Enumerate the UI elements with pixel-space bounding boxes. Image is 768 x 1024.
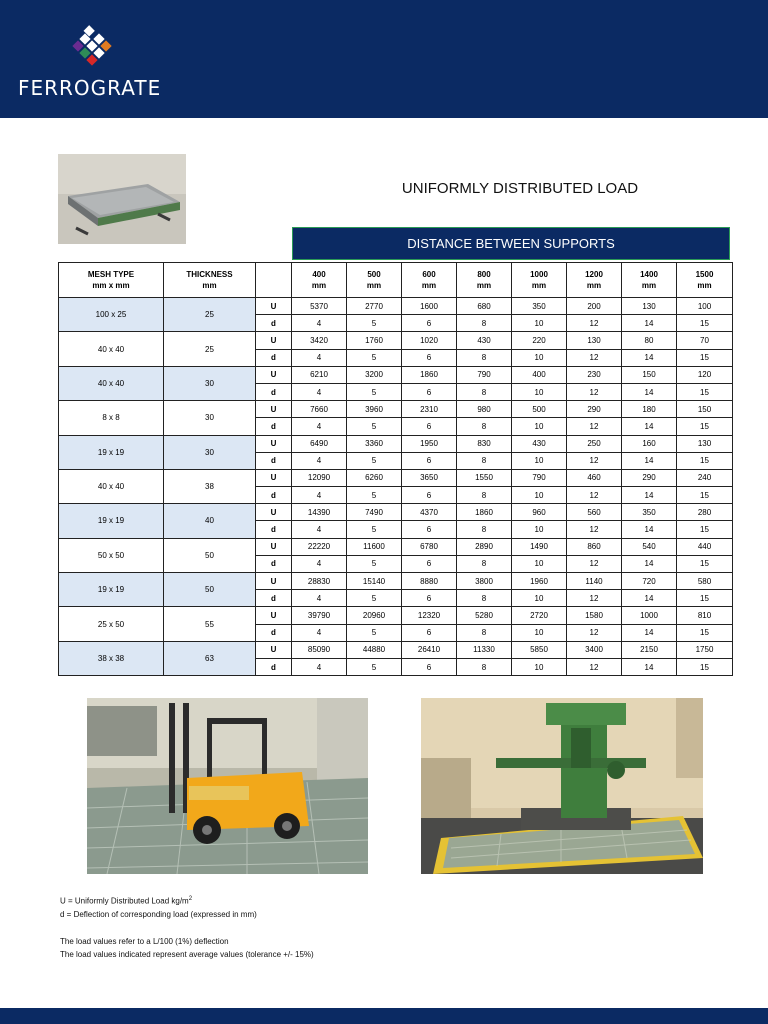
- notes-block: [60, 893, 314, 961]
- deflection-value-cell: 6: [402, 452, 457, 469]
- deflection-value-cell: 10: [512, 315, 567, 332]
- deflection-value-cell: 4: [292, 521, 347, 538]
- deflection-value-cell: 15: [677, 452, 733, 469]
- load-value-cell: 680: [457, 298, 512, 315]
- deflection-value-cell: 8: [457, 521, 512, 538]
- deflection-value-cell: 15: [677, 418, 733, 435]
- load-label-cell: U: [256, 469, 292, 486]
- load-value-cell: 12320: [402, 607, 457, 624]
- table-row: [59, 332, 733, 349]
- deflection-value-cell: 8: [457, 590, 512, 607]
- load-value-cell: 790: [512, 469, 567, 486]
- load-value-cell: 980: [457, 401, 512, 418]
- deflection-value-cell: 12: [567, 521, 622, 538]
- load-value-cell: 1140: [567, 573, 622, 590]
- deflection-value-cell: 12: [567, 624, 622, 641]
- load-table: [58, 262, 733, 676]
- forklift-on-grating-photo: [87, 698, 368, 874]
- deflection-value-cell: 14: [622, 383, 677, 400]
- deflection-value-cell: 8: [457, 452, 512, 469]
- load-value-cell: 1760: [347, 332, 402, 349]
- load-value-cell: 15140: [347, 573, 402, 590]
- deflection-label-cell: d: [256, 555, 292, 572]
- load-label-cell: U: [256, 504, 292, 521]
- deflection-value-cell: 5: [347, 383, 402, 400]
- deflection-value-cell: 5: [347, 452, 402, 469]
- load-value-cell: 2720: [512, 607, 567, 624]
- deflection-value-cell: 6: [402, 624, 457, 641]
- load-value-cell: 85090: [292, 641, 347, 658]
- load-value-cell: 3800: [457, 573, 512, 590]
- deflection-value-cell: 12: [567, 418, 622, 435]
- tolerance-note: The load values indicated represent average values (tolerance +/- 15%): [60, 949, 314, 959]
- load-value-cell: 8880: [402, 573, 457, 590]
- table-row: [59, 504, 733, 521]
- load-label-cell: U: [256, 435, 292, 452]
- mesh-type-cell: 19 x 19: [59, 435, 164, 469]
- deflection-value-cell: 15: [677, 658, 733, 675]
- thickness-cell: 50: [164, 538, 256, 572]
- mesh-type-cell: 50 x 50: [59, 538, 164, 572]
- load-value-cell: 790: [457, 366, 512, 383]
- load-value-cell: 28830: [292, 573, 347, 590]
- deflection-label-cell: d: [256, 349, 292, 366]
- deflection-value-cell: 12: [567, 349, 622, 366]
- load-value-cell: 3650: [402, 469, 457, 486]
- ferrograte-logo-icon: [62, 24, 122, 72]
- deflection-value-cell: 14: [622, 418, 677, 435]
- deflection-value-cell: 5: [347, 555, 402, 572]
- deflection-value-cell: 14: [622, 624, 677, 641]
- deflection-value-cell: 15: [677, 555, 733, 572]
- mesh-type-cell: 8 x 8: [59, 401, 164, 435]
- deflection-value-cell: 8: [457, 555, 512, 572]
- deflection-value-cell: 10: [512, 555, 567, 572]
- deflection-value-cell: 4: [292, 487, 347, 504]
- table-row: [59, 298, 733, 315]
- load-value-cell: 6260: [347, 469, 402, 486]
- load-value-cell: 11600: [347, 538, 402, 555]
- thickness-cell: 25: [164, 332, 256, 366]
- mesh-type-cell: 25 x 50: [59, 607, 164, 641]
- load-label-cell: U: [256, 298, 292, 315]
- deflection-value-cell: 15: [677, 349, 733, 366]
- deflection-value-cell: 14: [622, 521, 677, 538]
- load-value-cell: 500: [512, 401, 567, 418]
- deflection-value-cell: 12: [567, 555, 622, 572]
- deflection-label-cell: d: [256, 590, 292, 607]
- thickness-cell: 50: [164, 573, 256, 607]
- supports-distance-banner: DISTANCE BETWEEN SUPPORTS: [292, 227, 730, 260]
- deflection-value-cell: 4: [292, 590, 347, 607]
- load-value-cell: 5280: [457, 607, 512, 624]
- load-value-cell: 1950: [402, 435, 457, 452]
- deflection-value-cell: 14: [622, 349, 677, 366]
- thickness-cell: 30: [164, 401, 256, 435]
- deflection-note: The load values refer to a L/100 (1%) deflection: [60, 936, 229, 946]
- table-row: [59, 573, 733, 590]
- deflection-value-cell: 12: [567, 658, 622, 675]
- load-value-cell: 100: [677, 298, 733, 315]
- load-value-cell: 350: [512, 298, 567, 315]
- load-label-cell: U: [256, 401, 292, 418]
- deflection-value-cell: 6: [402, 349, 457, 366]
- load-value-cell: 1860: [402, 366, 457, 383]
- deflection-value-cell: 5: [347, 590, 402, 607]
- load-value-cell: 3360: [347, 435, 402, 452]
- deflection-value-cell: 4: [292, 658, 347, 675]
- mesh-type-cell: 100 x 25: [59, 298, 164, 332]
- col-header-thickness: THICKNESS mm: [164, 263, 256, 298]
- milling-machine-on-grating-photo: [421, 698, 703, 874]
- load-value-cell: 2310: [402, 401, 457, 418]
- deflection-value-cell: 6: [402, 555, 457, 572]
- deflection-value-cell: 5: [347, 349, 402, 366]
- mesh-type-cell: 40 x 40: [59, 469, 164, 503]
- load-value-cell: 290: [567, 401, 622, 418]
- deflection-value-cell: 14: [622, 555, 677, 572]
- load-value-cell: 1020: [402, 332, 457, 349]
- col-header-blank: [256, 263, 292, 298]
- load-value-cell: 560: [567, 504, 622, 521]
- thickness-cell: 38: [164, 469, 256, 503]
- load-value-cell: 1000: [622, 607, 677, 624]
- deflection-value-cell: 5: [347, 315, 402, 332]
- load-value-cell: 1580: [567, 607, 622, 624]
- deflection-value-cell: 6: [402, 658, 457, 675]
- table-row: [59, 538, 733, 555]
- deflection-value-cell: 4: [292, 383, 347, 400]
- load-value-cell: 12090: [292, 469, 347, 486]
- load-label-cell: U: [256, 332, 292, 349]
- load-value-cell: 830: [457, 435, 512, 452]
- load-value-cell: 2890: [457, 538, 512, 555]
- load-value-cell: 540: [622, 538, 677, 555]
- d-definition: d = Deflection of corresponding load (expressed in mm): [60, 909, 257, 919]
- col-header-span: 1400 mm: [622, 263, 677, 298]
- mesh-type-cell: 19 x 19: [59, 573, 164, 607]
- table-row: [59, 435, 733, 452]
- load-value-cell: 120: [677, 366, 733, 383]
- grating-panel-photo: [58, 154, 186, 244]
- header-bar: [0, 0, 768, 118]
- load-label-cell: U: [256, 366, 292, 383]
- u-definition: U = Uniformly Distributed Load $kg/m^2$: [60, 896, 193, 906]
- deflection-value-cell: 15: [677, 315, 733, 332]
- deflection-value-cell: 14: [622, 590, 677, 607]
- mesh-type-cell: 40 x 40: [59, 332, 164, 366]
- deflection-value-cell: 10: [512, 452, 567, 469]
- load-value-cell: 1490: [512, 538, 567, 555]
- mesh-type-cell: 40 x 40: [59, 366, 164, 400]
- deflection-label-cell: d: [256, 487, 292, 504]
- deflection-value-cell: 10: [512, 487, 567, 504]
- load-value-cell: 220: [512, 332, 567, 349]
- mesh-type-cell: 19 x 19: [59, 504, 164, 538]
- thickness-cell: 40: [164, 504, 256, 538]
- load-value-cell: 5370: [292, 298, 347, 315]
- load-value-cell: 150: [622, 366, 677, 383]
- deflection-value-cell: 15: [677, 590, 733, 607]
- col-header-span: 1500 mm: [677, 263, 733, 298]
- brand-name: FERROGRATE: [18, 76, 162, 100]
- thickness-cell: 55: [164, 607, 256, 641]
- load-value-cell: 460: [567, 469, 622, 486]
- table-row: [59, 401, 733, 418]
- deflection-value-cell: 4: [292, 315, 347, 332]
- deflection-label-cell: d: [256, 452, 292, 469]
- load-value-cell: 22220: [292, 538, 347, 555]
- col-header-span: 500 mm: [347, 263, 402, 298]
- deflection-value-cell: 10: [512, 658, 567, 675]
- deflection-value-cell: 15: [677, 383, 733, 400]
- load-value-cell: 6490: [292, 435, 347, 452]
- deflection-value-cell: 15: [677, 624, 733, 641]
- deflection-value-cell: 12: [567, 383, 622, 400]
- load-value-cell: 430: [512, 435, 567, 452]
- load-label-cell: U: [256, 538, 292, 555]
- load-value-cell: 3960: [347, 401, 402, 418]
- load-value-cell: 150: [677, 401, 733, 418]
- deflection-value-cell: 14: [622, 452, 677, 469]
- deflection-label-cell: d: [256, 658, 292, 675]
- deflection-value-cell: 5: [347, 658, 402, 675]
- deflection-value-cell: 4: [292, 452, 347, 469]
- load-value-cell: 3200: [347, 366, 402, 383]
- col-header-mesh: MESH TYPE mm x mm: [59, 263, 164, 298]
- load-value-cell: 130: [622, 298, 677, 315]
- deflection-value-cell: 6: [402, 418, 457, 435]
- deflection-value-cell: 6: [402, 383, 457, 400]
- deflection-value-cell: 8: [457, 383, 512, 400]
- deflection-value-cell: 5: [347, 624, 402, 641]
- load-value-cell: 3420: [292, 332, 347, 349]
- deflection-value-cell: 8: [457, 658, 512, 675]
- deflection-value-cell: 10: [512, 349, 567, 366]
- load-value-cell: 80: [622, 332, 677, 349]
- load-label-cell: U: [256, 607, 292, 624]
- load-value-cell: 1750: [677, 641, 733, 658]
- deflection-label-cell: d: [256, 418, 292, 435]
- load-value-cell: 280: [677, 504, 733, 521]
- load-label-cell: U: [256, 573, 292, 590]
- table-row: [59, 366, 733, 383]
- load-value-cell: 580: [677, 573, 733, 590]
- load-value-cell: 6210: [292, 366, 347, 383]
- load-value-cell: 860: [567, 538, 622, 555]
- deflection-value-cell: 12: [567, 452, 622, 469]
- load-value-cell: 720: [622, 573, 677, 590]
- deflection-value-cell: 4: [292, 349, 347, 366]
- load-value-cell: 1550: [457, 469, 512, 486]
- deflection-value-cell: 8: [457, 487, 512, 504]
- load-value-cell: 1860: [457, 504, 512, 521]
- col-header-span: 600 mm: [402, 263, 457, 298]
- col-header-span: 400 mm: [292, 263, 347, 298]
- deflection-value-cell: 12: [567, 487, 622, 504]
- deflection-value-cell: 15: [677, 487, 733, 504]
- load-value-cell: 7660: [292, 401, 347, 418]
- deflection-label-cell: d: [256, 315, 292, 332]
- deflection-value-cell: 8: [457, 349, 512, 366]
- table-row: [59, 607, 733, 624]
- deflection-value-cell: 5: [347, 487, 402, 504]
- col-header-span: 1200 mm: [567, 263, 622, 298]
- load-value-cell: 2150: [622, 641, 677, 658]
- thickness-cell: 30: [164, 366, 256, 400]
- footer-bar: [0, 1008, 768, 1024]
- load-value-cell: 400: [512, 366, 567, 383]
- deflection-label-cell: d: [256, 521, 292, 538]
- deflection-value-cell: 12: [567, 315, 622, 332]
- col-header-span: 1000 mm: [512, 263, 567, 298]
- load-value-cell: 250: [567, 435, 622, 452]
- deflection-value-cell: 10: [512, 521, 567, 538]
- deflection-value-cell: 15: [677, 521, 733, 538]
- deflection-value-cell: 14: [622, 315, 677, 332]
- thickness-cell: 63: [164, 641, 256, 675]
- load-value-cell: 6780: [402, 538, 457, 555]
- col-header-span: 800 mm: [457, 263, 512, 298]
- load-value-cell: 11330: [457, 641, 512, 658]
- deflection-value-cell: 6: [402, 521, 457, 538]
- deflection-value-cell: 8: [457, 315, 512, 332]
- load-value-cell: 230: [567, 366, 622, 383]
- load-value-cell: 20960: [347, 607, 402, 624]
- page-title: UNIFORMLY DISTRIBUTED LOAD: [401, 180, 639, 197]
- deflection-value-cell: 10: [512, 624, 567, 641]
- deflection-value-cell: 4: [292, 555, 347, 572]
- load-value-cell: 240: [677, 469, 733, 486]
- load-table-body: [59, 298, 733, 676]
- load-value-cell: 960: [512, 504, 567, 521]
- load-value-cell: 44880: [347, 641, 402, 658]
- load-value-cell: 14390: [292, 504, 347, 521]
- load-value-cell: 130: [677, 435, 733, 452]
- load-value-cell: 3400: [567, 641, 622, 658]
- deflection-value-cell: 6: [402, 590, 457, 607]
- load-value-cell: 290: [622, 469, 677, 486]
- load-value-cell: 1600: [402, 298, 457, 315]
- mesh-type-cell: 38 x 38: [59, 641, 164, 675]
- load-value-cell: 200: [567, 298, 622, 315]
- load-value-cell: 70: [677, 332, 733, 349]
- load-value-cell: 1960: [512, 573, 567, 590]
- thickness-cell: 30: [164, 435, 256, 469]
- deflection-value-cell: 8: [457, 418, 512, 435]
- load-value-cell: 160: [622, 435, 677, 452]
- table-row: [59, 469, 733, 486]
- deflection-value-cell: 6: [402, 487, 457, 504]
- load-value-cell: 39790: [292, 607, 347, 624]
- deflection-label-cell: d: [256, 624, 292, 641]
- table-row: [59, 641, 733, 658]
- deflection-value-cell: 6: [402, 315, 457, 332]
- load-value-cell: 26410: [402, 641, 457, 658]
- load-value-cell: 5850: [512, 641, 567, 658]
- deflection-value-cell: 5: [347, 418, 402, 435]
- deflection-value-cell: 10: [512, 418, 567, 435]
- load-value-cell: 7490: [347, 504, 402, 521]
- load-value-cell: 350: [622, 504, 677, 521]
- deflection-value-cell: 10: [512, 383, 567, 400]
- deflection-value-cell: 14: [622, 487, 677, 504]
- deflection-value-cell: 4: [292, 418, 347, 435]
- deflection-value-cell: 10: [512, 590, 567, 607]
- deflection-value-cell: 14: [622, 658, 677, 675]
- deflection-value-cell: 4: [292, 624, 347, 641]
- load-value-cell: 4370: [402, 504, 457, 521]
- load-value-cell: 180: [622, 401, 677, 418]
- deflection-value-cell: 12: [567, 590, 622, 607]
- load-label-cell: U: [256, 641, 292, 658]
- deflection-value-cell: 5: [347, 521, 402, 538]
- deflection-value-cell: 8: [457, 624, 512, 641]
- thickness-cell: 25: [164, 298, 256, 332]
- load-value-cell: 440: [677, 538, 733, 555]
- deflection-label-cell: d: [256, 383, 292, 400]
- load-value-cell: 2770: [347, 298, 402, 315]
- load-value-cell: 430: [457, 332, 512, 349]
- load-value-cell: 130: [567, 332, 622, 349]
- load-value-cell: 810: [677, 607, 733, 624]
- table-header-row: [59, 263, 733, 298]
